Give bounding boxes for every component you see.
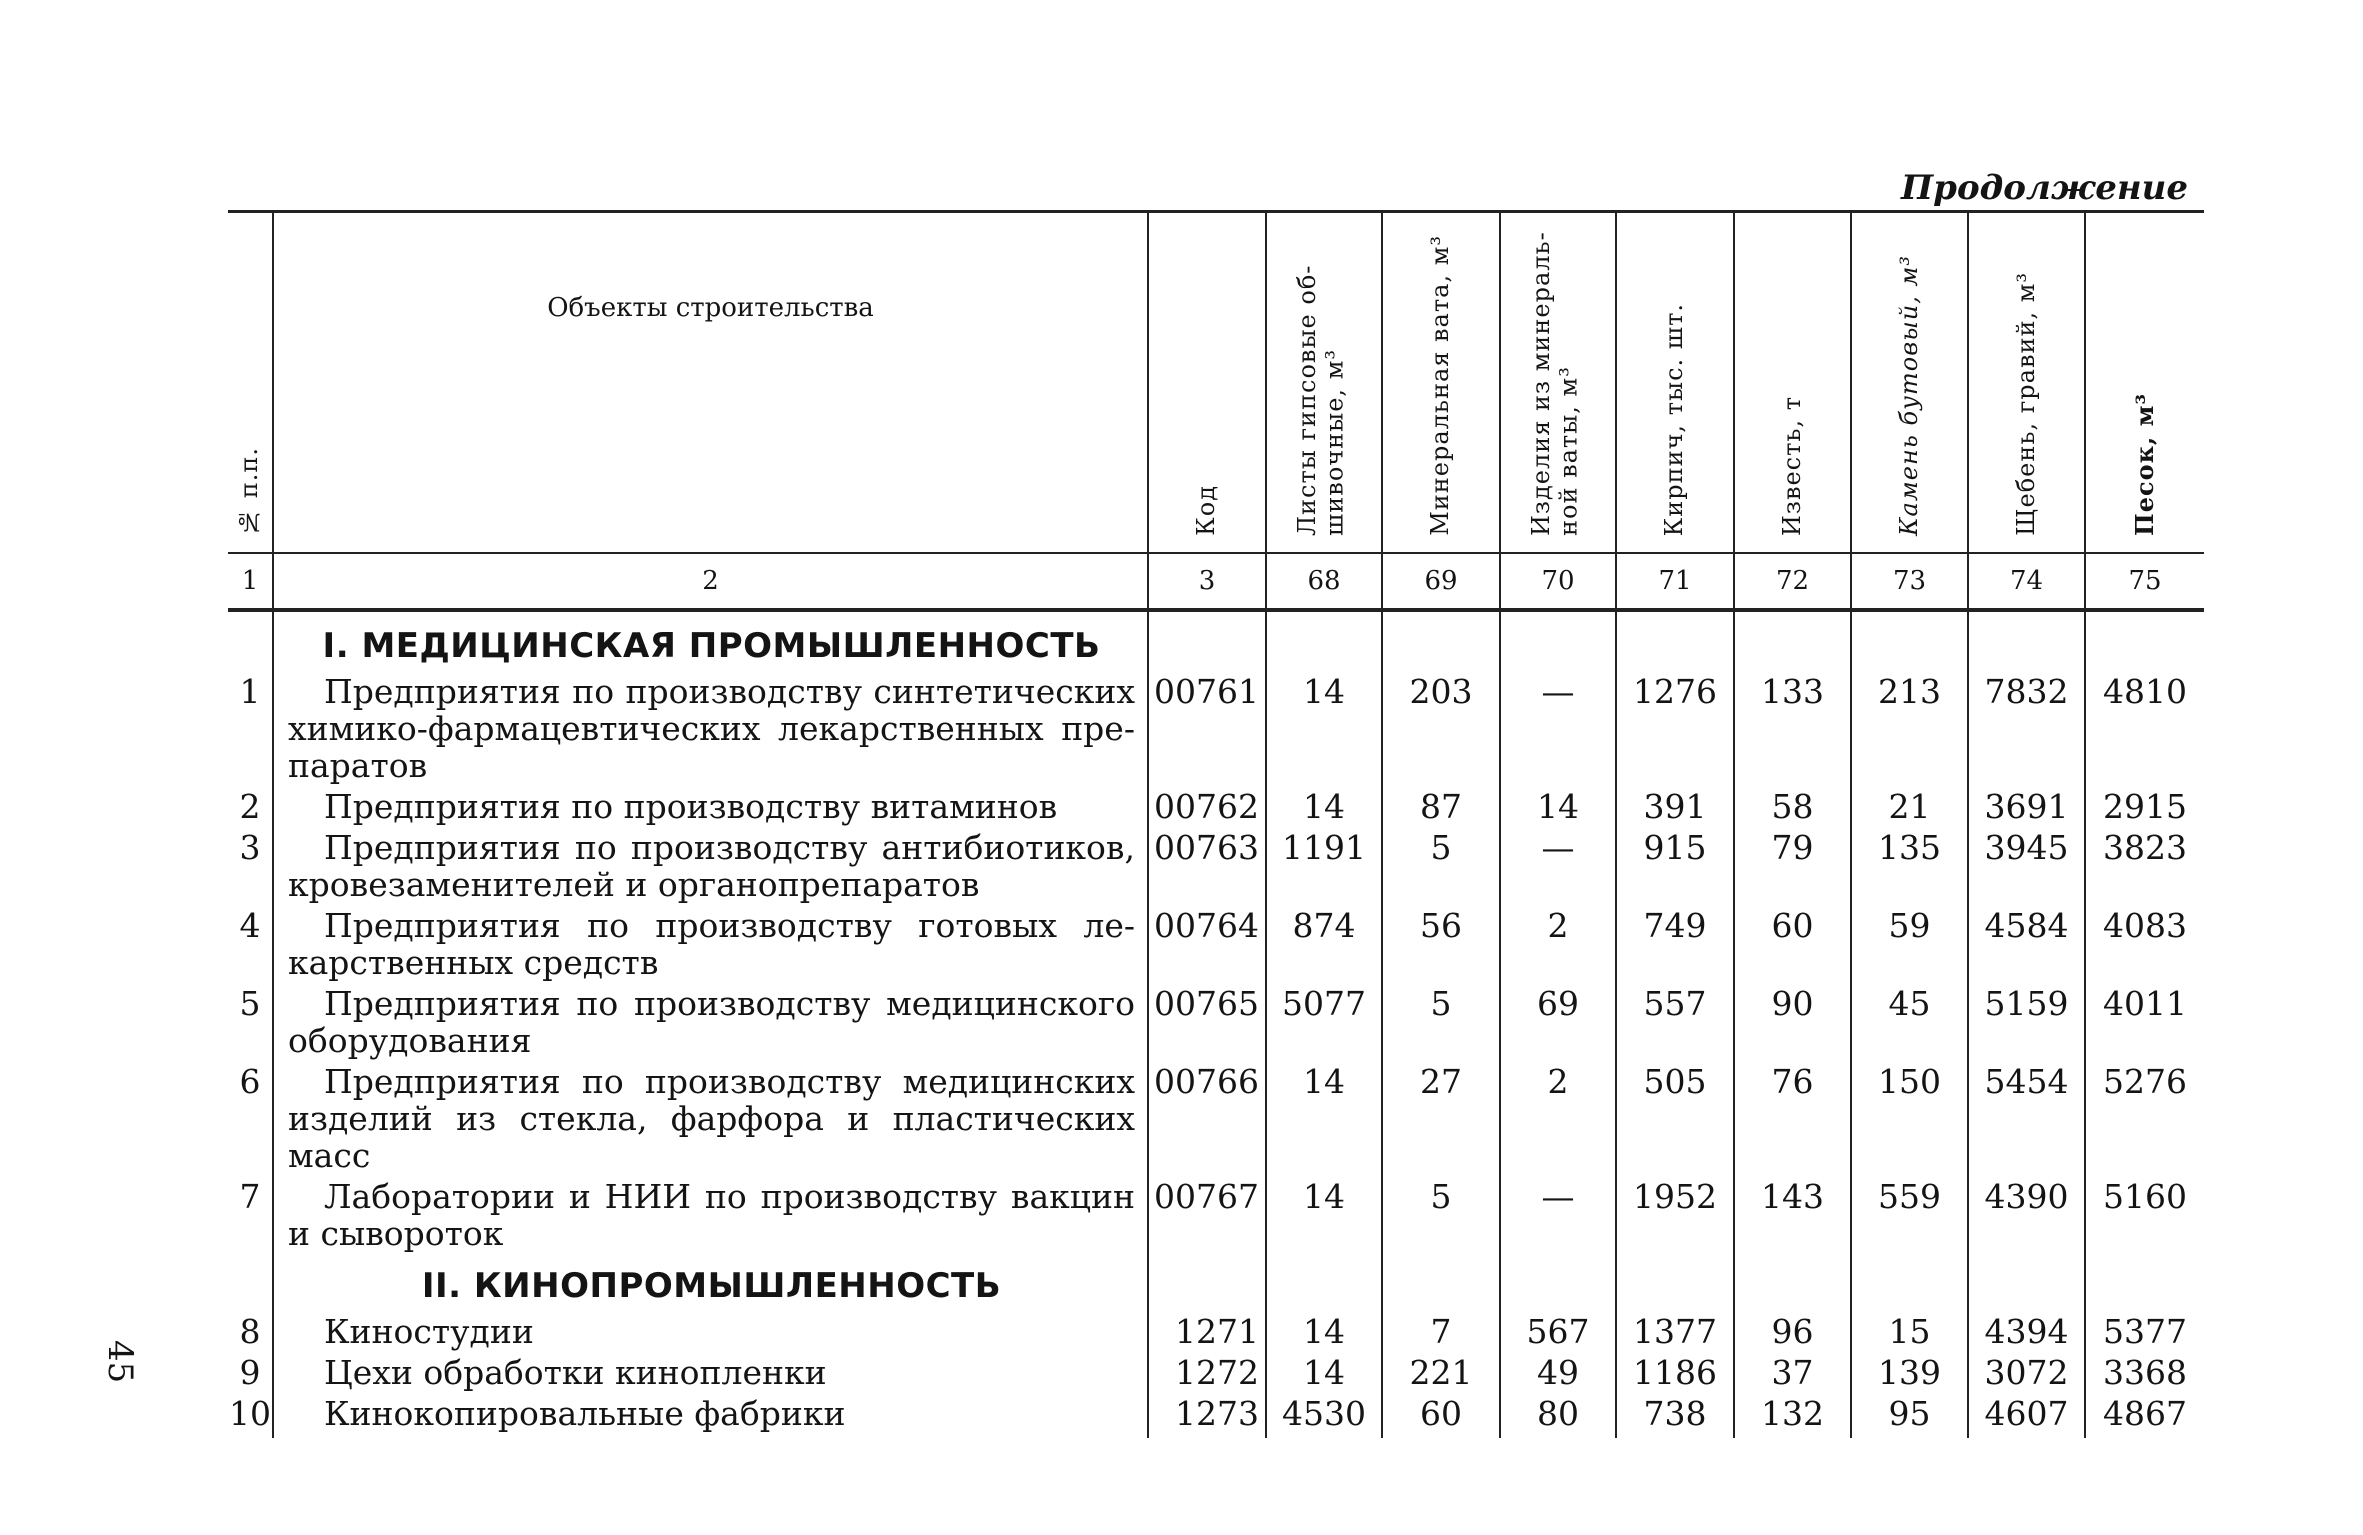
header-cell: [1500, 212, 1616, 554]
value-cell: 1191: [1266, 825, 1382, 903]
empty-cell: [1148, 610, 1266, 669]
empty-cell: [1500, 1252, 1616, 1309]
value-cell: 3691: [1968, 784, 2085, 825]
row-number: 4: [239, 906, 261, 945]
header-cell: [1851, 212, 1968, 554]
section-number-cell: [228, 610, 273, 669]
value-cell: 95: [1851, 1391, 1968, 1438]
code-cell: 00766: [1148, 1059, 1266, 1174]
header-label: № п.п.: [235, 447, 264, 536]
value-cell: 14: [1500, 784, 1616, 825]
empty-cell: [1266, 1252, 1382, 1309]
object-name-cell: [273, 825, 1148, 903]
value-cell: 60: [1382, 1391, 1500, 1438]
value-cell: 56: [1382, 903, 1500, 981]
section-row: [228, 610, 2204, 669]
header-cell: [273, 212, 1148, 554]
header-cell: [2085, 212, 2204, 554]
value-cell: 14: [1266, 1174, 1382, 1252]
empty-cell: [1968, 1252, 2085, 1309]
value-cell: 391: [1616, 784, 1734, 825]
table-row: [228, 784, 2204, 825]
value-cell: 5159: [1968, 981, 2085, 1059]
empty-cell: [1500, 610, 1616, 669]
header-label: Код: [1192, 485, 1221, 536]
value-cell: —: [1500, 1174, 1616, 1252]
value-cell: 60: [1734, 903, 1851, 981]
empty-cell: [1616, 1252, 1734, 1309]
value-cell: 2: [1500, 903, 1616, 981]
value-cell: 15: [1851, 1309, 1968, 1350]
empty-cell: [1148, 1252, 1266, 1309]
value-cell: 738: [1616, 1391, 1734, 1438]
value-cell: 5: [1382, 1174, 1500, 1252]
header-cell: [1616, 212, 1734, 554]
value-cell: 80: [1500, 1391, 1616, 1438]
table-row: [228, 1391, 2204, 1438]
object-name: Предприятия по производству синтетических химико-фармацевтических лекарственных пре- паратов: [288, 672, 1135, 785]
value-cell: 1952: [1616, 1174, 1734, 1252]
object-name: Кинокопировальные фабрики: [324, 1394, 846, 1433]
materials-table: [228, 210, 2204, 1438]
value-cell: 5454: [1968, 1059, 2085, 1174]
header-label: Камень бутовый, м³: [1894, 254, 1923, 536]
header-cell: [1968, 212, 2085, 554]
value-cell: 135: [1851, 825, 1968, 903]
column-number: 68: [1266, 553, 1382, 610]
column-number: 72: [1734, 553, 1851, 610]
value-cell: 5160: [2085, 1174, 2204, 1252]
object-name-cell: [273, 981, 1148, 1059]
column-number: 74: [1968, 553, 2085, 610]
object-name: Лаборатории и НИИ по производству вакцин и сывороток: [288, 1177, 1135, 1253]
header-label: Кирпич, тыс. шт.: [1660, 302, 1689, 536]
value-cell: 1276: [1616, 669, 1734, 784]
object-name: Предприятия по производству медицинских изделий из стекла, фарфора и пластических масс: [288, 1062, 1135, 1175]
value-cell: 7832: [1968, 669, 2085, 784]
value-cell: 2915: [2085, 784, 2204, 825]
code-cell: 00767: [1148, 1174, 1266, 1252]
header-row: [228, 212, 2204, 554]
value-cell: 4530: [1266, 1391, 1382, 1438]
object-name-cell: [273, 669, 1148, 784]
value-cell: —: [1500, 669, 1616, 784]
value-cell: 79: [1734, 825, 1851, 903]
code-cell: 00764: [1148, 903, 1266, 981]
empty-cell: [1616, 610, 1734, 669]
code-cell: 00762: [1148, 784, 1266, 825]
value-cell: 567: [1500, 1309, 1616, 1350]
column-number: 71: [1616, 553, 1734, 610]
table-row: [228, 1174, 2204, 1252]
header-label: Песок, м³: [2130, 393, 2160, 536]
continued-label: Продолжение: [1901, 168, 2188, 208]
value-cell: 5276: [2085, 1059, 2204, 1174]
row-number: 5: [239, 984, 261, 1023]
header-label: Листы гипсовые об- шивочные, м³: [1293, 264, 1349, 536]
table-row: [228, 1309, 2204, 1350]
value-cell: 150: [1851, 1059, 1968, 1174]
value-cell: 3823: [2085, 825, 2204, 903]
header-label: Известь, т: [1777, 395, 1806, 536]
value-cell: 37: [1734, 1350, 1851, 1391]
table-body: [228, 610, 2204, 1438]
value-cell: 5: [1382, 825, 1500, 903]
value-cell: 203: [1382, 669, 1500, 784]
section-title: II. КИНОПРОМЫШЛЕННОСТЬ: [273, 1252, 1148, 1309]
value-cell: 221: [1382, 1350, 1500, 1391]
header-cell: [1734, 212, 1851, 554]
value-cell: 59: [1851, 903, 1968, 981]
object-name-cell: [273, 1391, 1148, 1438]
object-name-cell: [273, 1309, 1148, 1350]
column-number: 3: [1148, 553, 1266, 610]
value-cell: 5377: [2085, 1309, 2204, 1350]
empty-cell: [1266, 610, 1382, 669]
value-cell: 5077: [1266, 981, 1382, 1059]
value-cell: 749: [1616, 903, 1734, 981]
row-number: 10: [229, 1394, 271, 1433]
object-name-cell: [273, 784, 1148, 825]
value-cell: 915: [1616, 825, 1734, 903]
value-cell: 4394: [1968, 1309, 2085, 1350]
header-label: Минеральная вата, м³: [1426, 235, 1455, 536]
row-number: 8: [239, 1312, 261, 1351]
value-cell: 58: [1734, 784, 1851, 825]
value-cell: 14: [1266, 1309, 1382, 1350]
empty-cell: [1851, 610, 1968, 669]
value-cell: 14: [1266, 669, 1382, 784]
section-number-cell: [228, 1252, 273, 1309]
empty-cell: [1968, 610, 2085, 669]
header-cell: [1382, 212, 1500, 554]
section-title: I. МЕДИЦИНСКАЯ ПРОМЫШЛЕННОСТЬ: [273, 610, 1148, 669]
table-row: [228, 825, 2204, 903]
value-cell: —: [1500, 825, 1616, 903]
object-name: Цехи обработки кинопленки: [324, 1353, 827, 1392]
header-cell: [1266, 212, 1382, 554]
value-cell: 4083: [2085, 903, 2204, 981]
value-cell: 5: [1382, 981, 1500, 1059]
value-cell: 3072: [1968, 1350, 2085, 1391]
value-cell: 49: [1500, 1350, 1616, 1391]
header-cell: [228, 212, 273, 554]
value-cell: 1186: [1616, 1350, 1734, 1391]
value-cell: 132: [1734, 1391, 1851, 1438]
column-number: 73: [1851, 553, 1968, 610]
value-cell: 4390: [1968, 1174, 2085, 1252]
value-cell: 90: [1734, 981, 1851, 1059]
header-label: Объекты строительства: [547, 292, 874, 323]
value-cell: 7: [1382, 1309, 1500, 1350]
value-cell: 4607: [1968, 1391, 2085, 1438]
code-cell: 00765: [1148, 981, 1266, 1059]
row-number: 3: [239, 828, 261, 867]
empty-cell: [1382, 1252, 1500, 1309]
value-cell: 1377: [1616, 1309, 1734, 1350]
value-cell: 45: [1851, 981, 1968, 1059]
table-row: [228, 981, 2204, 1059]
value-cell: 14: [1266, 784, 1382, 825]
column-number: 75: [2085, 553, 2204, 610]
table-row: [228, 1059, 2204, 1174]
column-number-row: [228, 553, 2204, 610]
empty-cell: [1734, 610, 1851, 669]
header-cell: [1148, 212, 1266, 554]
value-cell: 76: [1734, 1059, 1851, 1174]
column-number: 69: [1382, 553, 1500, 610]
row-number: 1: [239, 672, 261, 711]
row-number: 2: [239, 787, 261, 826]
value-cell: 96: [1734, 1309, 1851, 1350]
value-cell: 14: [1266, 1059, 1382, 1174]
code-cell: 00763: [1148, 825, 1266, 903]
empty-cell: [1382, 610, 1500, 669]
value-cell: 21: [1851, 784, 1968, 825]
value-cell: 27: [1382, 1059, 1500, 1174]
value-cell: 559: [1851, 1174, 1968, 1252]
code-cell: 1273: [1148, 1391, 1266, 1438]
table-row: [228, 903, 2204, 981]
column-number: 2: [273, 553, 1148, 610]
value-cell: 4867: [2085, 1391, 2204, 1438]
header-label: Изделия из минераль- ной ваты, м³: [1527, 231, 1583, 536]
section-row: [228, 1252, 2204, 1309]
empty-cell: [2085, 1252, 2204, 1309]
value-cell: 133: [1734, 669, 1851, 784]
row-number: 9: [239, 1353, 261, 1392]
empty-cell: [1734, 1252, 1851, 1309]
value-cell: 2: [1500, 1059, 1616, 1174]
value-cell: 143: [1734, 1174, 1851, 1252]
code-cell: 1272: [1148, 1350, 1266, 1391]
value-cell: 3368: [2085, 1350, 2204, 1391]
value-cell: 4011: [2085, 981, 2204, 1059]
header-label: Щебень, гравий, м³: [2011, 272, 2040, 536]
object-name-cell: [273, 903, 1148, 981]
column-number: 1: [228, 553, 273, 610]
object-name-cell: [273, 1174, 1148, 1252]
value-cell: 3945: [1968, 825, 2085, 903]
value-cell: 505: [1616, 1059, 1734, 1174]
value-cell: 557: [1616, 981, 1734, 1059]
object-name-cell: [273, 1059, 1148, 1174]
object-name: Предприятия по производству готовых ле- карственных средств: [288, 906, 1135, 982]
code-cell: 00761: [1148, 669, 1266, 784]
empty-cell: [1851, 1252, 1968, 1309]
row-number: 6: [239, 1062, 261, 1101]
object-name: Предприятия по производству антибиотиков, кровезаменителей и органопрепаратов: [288, 828, 1135, 904]
object-name: Предприятия по производству витаминов: [324, 787, 1058, 826]
value-cell: 213: [1851, 669, 1968, 784]
object-name: Киностудии: [324, 1312, 534, 1351]
value-cell: 87: [1382, 784, 1500, 825]
value-cell: 69: [1500, 981, 1616, 1059]
table-row: [228, 1350, 2204, 1391]
value-cell: 4584: [1968, 903, 2085, 981]
code-cell: 1271: [1148, 1309, 1266, 1350]
empty-cell: [2085, 610, 2204, 669]
object-name-cell: [273, 1350, 1148, 1391]
value-cell: 874: [1266, 903, 1382, 981]
value-cell: 14: [1266, 1350, 1382, 1391]
row-number: 7: [239, 1177, 261, 1216]
column-number: 70: [1500, 553, 1616, 610]
value-cell: 139: [1851, 1350, 1968, 1391]
object-name: Предприятия по производству медицинского оборудования: [288, 984, 1135, 1060]
value-cell: 4810: [2085, 669, 2204, 784]
table-row: [228, 669, 2204, 784]
page-number: 45: [100, 1340, 140, 1384]
